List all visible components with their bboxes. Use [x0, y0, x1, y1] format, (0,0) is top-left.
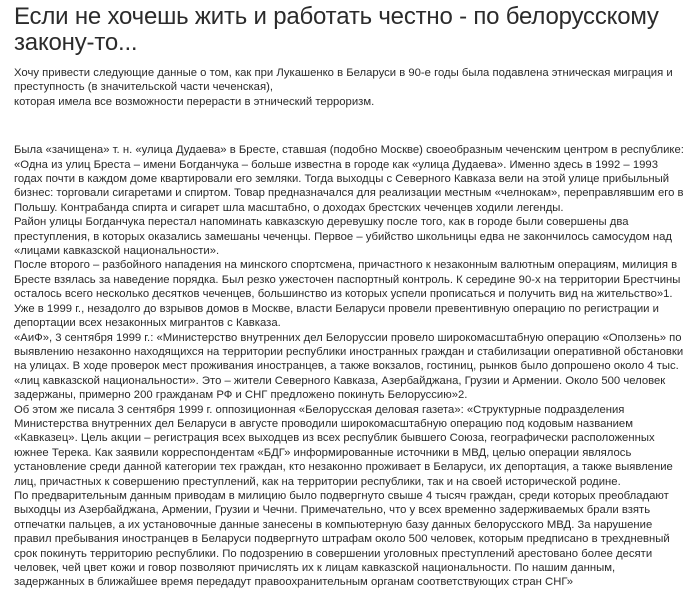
- body-paragraph: Была «зачищена» т. н. «улица Дудаева» в Бресте, ставшая (подобно Москве) своеобразным чеченским центром в республике:: [14, 144, 684, 157]
- body-paragraph: «АиФ», 3 сентября 1999 г.: «Министерство внутренних дел Белоруссии провело широкомасштабную операцию «Оползень» по выявлению незаконно находящихся на территории республики иностранных граждан и стабилизации оперативной обстановки на улицах. В ходе проверок мест проживания иностранцев, а также вокзалов, гостиниц, рынков было допрошено около 4 тыс. «лиц кавказской национальности». Это – жители Северного Кавказа, Азербайджана, Грузии и Армении. Около 500 человек задержаны, примерно 200 гражданам РФ и СНГ предложено покинуть Белоруссию»2.: [14, 331, 684, 402]
- body-paragraph: После второго – разбойного нападения на минского спортсмена, причастного к незаконным валютным операциям, милиция в Бресте взялась за наведение порядка. Был резко ужесточен паспортный контроль. К середине 90-х на территории Брестчины осталось всего несколько десятков чеченцев, большинство из которых успели прописаться и получить вид на жительство»1.: [14, 259, 681, 301]
- body-paragraph: Уже в 1999 г., незадолго до взрывов домов в Москве, власти Беларуси провели превентивную операцию по регистрации и депортации всех незаконных мигрантов с Кавказа.: [14, 302, 659, 330]
- body-paragraph: Об этом же писала 3 сентября 1999 г. оппозиционная «Белорусская деловая газета»: «Структурные подразделения Министерства внутренних дел Беларуси в августе проводили широкомасштабную операцию под кодовым названием «Кавказец». Цель акции – регистрация всех выходцев из всех республик бывшего Союза, географически расположенных южнее Терека. Как заявили корреспондентам «БДГ» информированные источники в МВД, целью операции являлось установление среди данной категории тех граждан, кто незаконно проживает в Беларуси, их депортация, а также выявление лиц, причастных к совершению преступлений, как на территории республики, так и на своей исторической родине.: [14, 403, 673, 488]
- article-title: Если не хочешь жить и работать честно - по белорусскому закону-то...: [14, 3, 659, 56]
- article-body: [14, 143, 686, 590]
- article-intro: [14, 66, 686, 109]
- body-paragraph: «Одна из улиц Бреста – имени Богданчука – больше известна в городе как «улица Дудаева». Именно здесь в 1992 – 1993 годах почти в каждом доме квартировали его земляки. Тогда выходцы с Северного Кавказа вели на этой улице прибыльный бизнес: торговали сигаретами и спиртом. Товар предназначался для реализации местным «челнокам», переправлявшим его в Польшу. Контрабанда спирта и сигарет шла масштабно, о доходах брестских чеченцев ходили легенды.: [14, 158, 684, 214]
- body-paragraph: По предварительным данным приводам в милицию было подвергнуто свыше 4 тысяч граждан, среди которых преобладают выходцы из Азербайджана, Армении, Грузии и Чечни. Примечательно, что у всех временно задерживаемых брали взять отпечатки пальцев, а их установочные данные занесены в компьютерную базу данных белорусского МВД. За нарушение правил пребывания иностранцев в Беларуси подвергнуто штрафам около 500 человек, которым предписано в трехдневный срок покинуть территорию республики. По подозрению в совершении уголовных преступлений арестовано более десяти человек, чей цвет кожи и говор позволяют причислять их к лицам кавказской национальности. По нашим данным, задержанных в ближайшее время передадут правоохранительным органам соответствующих стран СНГ»: [14, 489, 670, 589]
- body-paragraph: Район улицы Богданчука перестал напоминать кавказскую деревушку после того, как в городе были совершены два преступления, в которых оказались замешаны чеченцы. Первое – убийство школьницы едва не закончилось самосудом над «лицами кавказской национальности».: [14, 216, 672, 258]
- intro-line: Хочу привести следующие данные о том, как при Лукашенко в Беларуси в 90-е годы была подавлена этническая миграция и преступность (в значительской части чеченская),: [14, 67, 673, 94]
- intro-line: которая имела все возможности перерасти в этнический терроризм.: [14, 95, 375, 108]
